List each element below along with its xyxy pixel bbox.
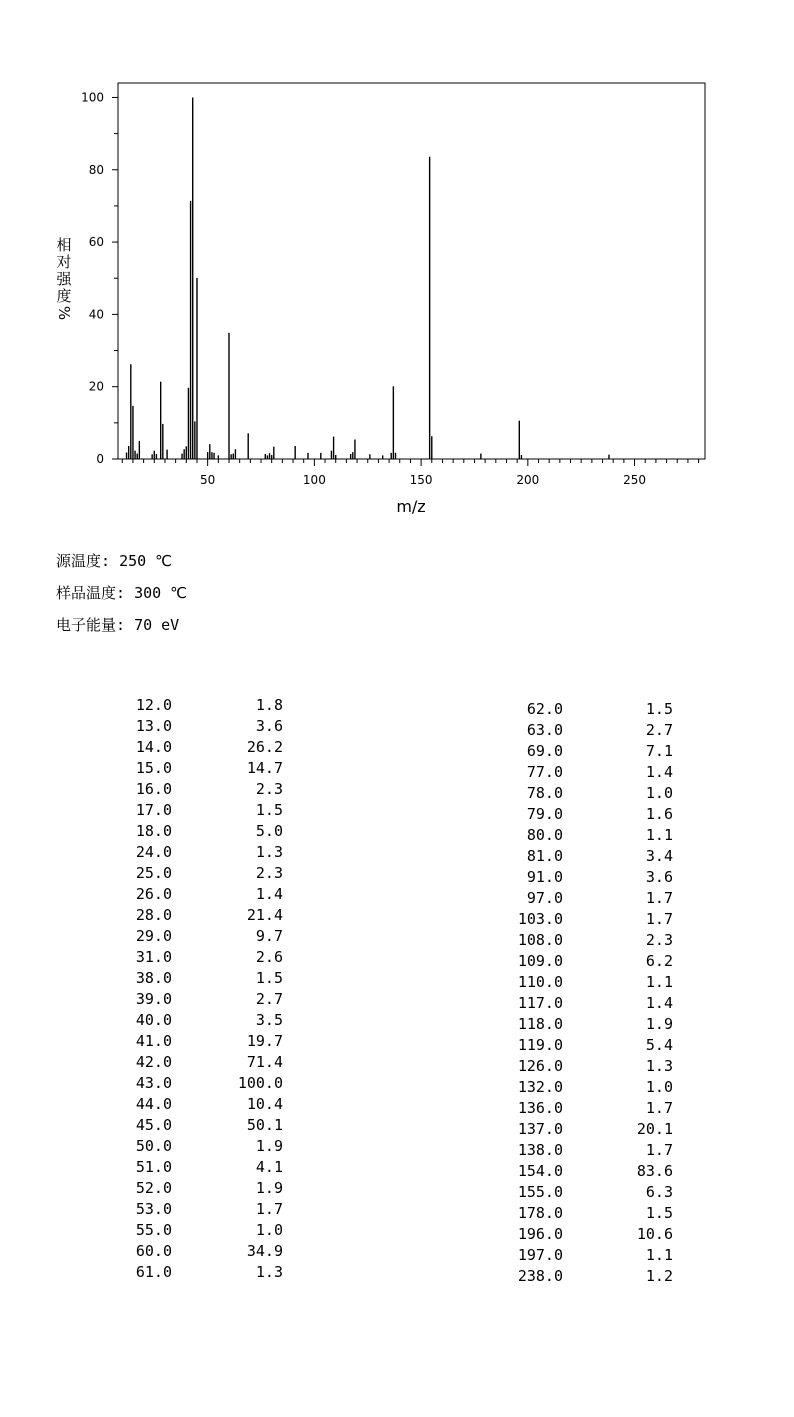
condition-value: 250 ℃ bbox=[119, 552, 173, 570]
peak-mz: 80.0 bbox=[526, 826, 563, 844]
y-axis-label-char: 相 bbox=[56, 236, 72, 254]
peak-mz: 52.0 bbox=[135, 1179, 172, 1197]
peak-mz: 108.0 bbox=[517, 931, 563, 949]
peak-abundance: 1.4 bbox=[645, 994, 673, 1012]
peak-mz: 63.0 bbox=[526, 721, 563, 739]
peak-abundance: 7.1 bbox=[645, 742, 673, 760]
peak-mz: 197.0 bbox=[517, 1246, 563, 1264]
peak-mz: 14.0 bbox=[135, 738, 172, 756]
peak-abundance: 14.7 bbox=[246, 759, 283, 777]
peak-series bbox=[127, 97, 609, 459]
peak-abundance: 19.7 bbox=[246, 1032, 283, 1050]
peak-abundance: 1.0 bbox=[645, 1078, 673, 1096]
condition-sample-temp bbox=[56, 580, 187, 612]
mass-spectrum-chart bbox=[0, 0, 794, 530]
y-axis bbox=[81, 90, 118, 466]
y-tick-label: 60 bbox=[88, 235, 104, 250]
peak-mz: 41.0 bbox=[135, 1032, 172, 1050]
peak-mz: 13.0 bbox=[135, 717, 172, 735]
peak-mz: 44.0 bbox=[135, 1095, 172, 1113]
y-axis-label-char: 度 bbox=[56, 287, 72, 305]
peak-mz: 42.0 bbox=[135, 1053, 172, 1071]
y-tick-label: 0 bbox=[96, 452, 104, 466]
condition-source-temp bbox=[56, 548, 187, 580]
peak-mz: 60.0 bbox=[135, 1242, 172, 1260]
peak-mz: 79.0 bbox=[526, 805, 563, 823]
peak-mz: 28.0 bbox=[135, 906, 172, 924]
peak-mz: 26.0 bbox=[135, 885, 172, 903]
peak-mz: 40.0 bbox=[135, 1011, 172, 1029]
peak-abundance: 5.0 bbox=[255, 822, 283, 840]
peak-abundance: 1.8 bbox=[255, 696, 283, 714]
peak-mz: 16.0 bbox=[135, 780, 172, 798]
x-axis-label: m/z bbox=[396, 497, 426, 516]
peak-mz: 51.0 bbox=[135, 1158, 172, 1176]
peak-abundance: 1.7 bbox=[255, 1200, 283, 1218]
peak-mz: 77.0 bbox=[526, 763, 563, 781]
condition-label: 样品温度: bbox=[56, 584, 126, 602]
peak-abundance: 1.4 bbox=[255, 885, 283, 903]
peak-abundance: 10.6 bbox=[636, 1225, 673, 1243]
peak-abundance: 1.5 bbox=[645, 1204, 673, 1222]
x-tick-label: 150 bbox=[409, 473, 433, 487]
peak-abundance: 1.7 bbox=[645, 1141, 673, 1159]
peak-mz: 62.0 bbox=[526, 700, 563, 718]
peak-mz: 15.0 bbox=[135, 759, 172, 777]
peak-abundance: 1.9 bbox=[255, 1137, 283, 1155]
peak-abundance: 5.4 bbox=[645, 1036, 673, 1054]
peak-mz: 196.0 bbox=[517, 1225, 563, 1243]
peak-mz: 155.0 bbox=[517, 1183, 563, 1201]
y-axis-label bbox=[55, 236, 73, 320]
peak-mz: 91.0 bbox=[526, 868, 563, 886]
peak-mz: 69.0 bbox=[526, 742, 563, 760]
peak-abundance: 1.3 bbox=[255, 843, 283, 861]
y-axis-label-char: 强 bbox=[56, 270, 72, 288]
peak-mz: 238.0 bbox=[517, 1267, 563, 1285]
peak-mz: 61.0 bbox=[135, 1263, 172, 1281]
peak-abundance: 34.9 bbox=[246, 1242, 283, 1260]
peak-abundance: 1.1 bbox=[645, 973, 673, 991]
plot-frame bbox=[118, 83, 705, 459]
peak-abundance: 1.0 bbox=[645, 784, 673, 802]
x-tick-label: 200 bbox=[516, 473, 540, 487]
peak-mz: 178.0 bbox=[517, 1204, 563, 1222]
peak-abundance: 4.1 bbox=[255, 1158, 283, 1176]
x-tick-label: 100 bbox=[302, 473, 326, 487]
peak-mz: 31.0 bbox=[135, 948, 172, 966]
peak-mz: 126.0 bbox=[517, 1057, 563, 1075]
peak-abundance: 71.4 bbox=[246, 1053, 283, 1071]
peak-mz: 136.0 bbox=[517, 1099, 563, 1117]
peak-abundance: 10.4 bbox=[246, 1095, 283, 1113]
peak-abundance: 9.7 bbox=[255, 927, 283, 945]
y-tick-label: 40 bbox=[88, 307, 104, 322]
x-tick-label: 250 bbox=[623, 473, 647, 487]
peak-mz: 12.0 bbox=[135, 696, 172, 714]
peak-abundance: 3.5 bbox=[255, 1011, 283, 1029]
peak-mz: 39.0 bbox=[135, 990, 172, 1008]
peak-mz: 38.0 bbox=[135, 969, 172, 987]
peak-abundance: 50.1 bbox=[246, 1116, 283, 1134]
peak-mz: 109.0 bbox=[517, 952, 563, 970]
peak-mz: 132.0 bbox=[517, 1078, 563, 1096]
condition-label: 源温度: bbox=[56, 552, 111, 570]
peak-abundance: 1.3 bbox=[645, 1057, 673, 1075]
peak-abundance: 2.3 bbox=[255, 864, 283, 882]
peak-abundance: 1.0 bbox=[255, 1221, 283, 1239]
instrument-conditions bbox=[56, 548, 187, 644]
peak-abundance: 26.2 bbox=[246, 738, 283, 756]
x-tick-label: 50 bbox=[200, 473, 216, 487]
peak-abundance: 21.4 bbox=[246, 906, 283, 924]
peak-abundance: 1.3 bbox=[255, 1263, 283, 1281]
condition-label: 电子能量: bbox=[56, 616, 126, 634]
peak-abundance: 1.7 bbox=[645, 889, 673, 907]
peak-abundance: 100.0 bbox=[237, 1074, 283, 1092]
peak-mz: 110.0 bbox=[517, 973, 563, 991]
peak-abundance: 3.4 bbox=[645, 847, 673, 865]
peak-mz: 137.0 bbox=[517, 1120, 563, 1138]
peak-abundance: 1.4 bbox=[645, 763, 673, 781]
peak-mz: 45.0 bbox=[135, 1116, 172, 1134]
condition-value: 70 eV bbox=[134, 616, 180, 634]
peak-mz: 154.0 bbox=[517, 1162, 563, 1180]
peak-abundance: 1.5 bbox=[255, 801, 283, 819]
peak-mz: 17.0 bbox=[135, 801, 172, 819]
y-tick-label: 100 bbox=[81, 90, 104, 105]
peak-abundance: 1.2 bbox=[645, 1267, 673, 1285]
condition-electron-energy bbox=[56, 612, 187, 644]
peak-mz: 43.0 bbox=[135, 1074, 172, 1092]
peak-abundance: 2.6 bbox=[255, 948, 283, 966]
peak-mz: 97.0 bbox=[526, 889, 563, 907]
peak-abundance: 1.1 bbox=[645, 826, 673, 844]
y-axis-label-char: % bbox=[55, 305, 73, 321]
peak-abundance: 1.9 bbox=[255, 1179, 283, 1197]
peak-mz: 117.0 bbox=[517, 994, 563, 1012]
peak-abundance: 83.6 bbox=[636, 1162, 673, 1180]
peak-abundance: 6.2 bbox=[645, 952, 673, 970]
peak-mz: 118.0 bbox=[517, 1015, 563, 1033]
peak-abundance: 6.3 bbox=[645, 1183, 673, 1201]
x-axis bbox=[122, 459, 698, 487]
y-axis-label-char: 对 bbox=[56, 253, 72, 271]
peak-mz: 103.0 bbox=[517, 910, 563, 928]
y-tick-label: 20 bbox=[88, 379, 104, 394]
peak-mz: 50.0 bbox=[135, 1137, 172, 1155]
peak-mz: 119.0 bbox=[517, 1036, 563, 1054]
peak-abundance: 1.5 bbox=[255, 969, 283, 987]
peak-mz: 18.0 bbox=[135, 822, 172, 840]
peak-abundance: 1.1 bbox=[645, 1246, 673, 1264]
peak-abundance: 2.7 bbox=[645, 721, 673, 739]
peak-abundance: 2.7 bbox=[255, 990, 283, 1008]
peak-abundance: 1.7 bbox=[645, 910, 673, 928]
peak-abundance: 3.6 bbox=[645, 868, 673, 886]
peak-abundance: 2.3 bbox=[645, 931, 673, 949]
peak-mz: 138.0 bbox=[517, 1141, 563, 1159]
y-tick-label: 80 bbox=[88, 162, 104, 177]
peak-mz: 81.0 bbox=[526, 847, 563, 865]
peak-abundance: 1.6 bbox=[645, 805, 673, 823]
peak-mz: 24.0 bbox=[135, 843, 172, 861]
peak-mz: 78.0 bbox=[526, 784, 563, 802]
peak-abundance: 2.3 bbox=[255, 780, 283, 798]
peak-mz: 29.0 bbox=[135, 927, 172, 945]
peak-abundance: 1.9 bbox=[645, 1015, 673, 1033]
peak-mz: 25.0 bbox=[135, 864, 172, 882]
peak-abundance: 3.6 bbox=[255, 717, 283, 735]
condition-value: 300 ℃ bbox=[134, 584, 188, 602]
peak-mz: 55.0 bbox=[135, 1221, 172, 1239]
peak-abundance: 20.1 bbox=[636, 1120, 673, 1138]
peak-abundance: 1.5 bbox=[645, 700, 673, 718]
peak-mz: 53.0 bbox=[135, 1200, 172, 1218]
peak-abundance: 1.7 bbox=[645, 1099, 673, 1117]
